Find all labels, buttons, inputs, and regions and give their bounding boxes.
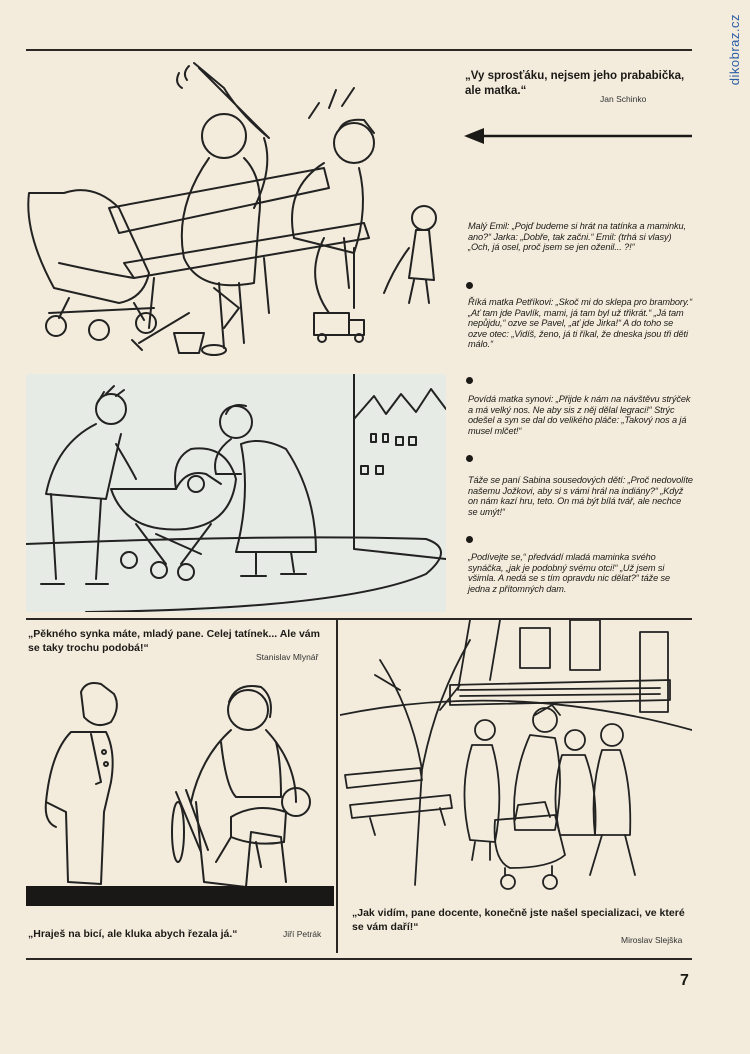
joke-separator <box>466 282 473 289</box>
joke-1: Malý Emil: „Pojď budeme si hrát na tatínka a maminku, ano?“ Jarka: „Dobře, tak začni.“ Emil: (trhá si vlasy) „Och, já osel, proč jsem se jen oženil... ?!“ <box>468 221 686 252</box>
joke-4: Táže se paní Sabina sousedových dětí: „Proč nedovolíte našemu Jožkovi, aby si s vámi hrál na indiány?“ „Když on nám kazí hru, teto. On má být bílá tvář, ale nechce se umýt!“ <box>468 475 693 517</box>
bottom-right-cartoon-caption: „Jak vidím, pane docente, konečně jste našel specializaci, ve které se vám daří!“ <box>352 907 685 933</box>
bottom-left-cartoon-caption: „Hraješ na bicí, ale kluka abych řezala já.“ <box>28 928 238 940</box>
joke-3: Povídá matka synovi: „Přijde k nám na návštěvu strýček a má velký nos. Ne aby sis z něj dělal legraci!“ Strýc odešel a syn se dal do velikého pláče: „Takový nos a já musel mlčet!“ <box>468 394 691 436</box>
joke-5: „Podívejte se,“ předvádí mladá maminka svého synáčka, „jak je podobný svému otci!“ „Už jsem si všimla. A nedá se s tím opravdu nic dělat?“ táže se jedna z přítomných dam. <box>468 552 671 594</box>
top-cartoon-drawing <box>24 58 454 363</box>
bottom-rule <box>26 958 692 960</box>
site-watermark: dikobraz.cz <box>727 14 742 86</box>
middle-cartoon-drawing <box>26 374 446 612</box>
bottom-right-cartoon-author: Miroslav Slejška <box>621 935 683 945</box>
bottom-left-cartoon-author: Jiří Petrák <box>283 929 322 939</box>
middle-cartoon-caption: „Pěkného synka máte, mladý pane. Celej tatínek... Ale vám se taky trochu podobá!“ <box>28 628 320 654</box>
joke-separator <box>466 377 473 384</box>
top-cartoon-author: Jan Schinko <box>600 94 647 104</box>
page-number: 7 <box>680 972 689 989</box>
left-arrow-graphic <box>462 126 694 146</box>
joke-separator <box>466 455 473 462</box>
middle-cartoon-author: Stanislav Mlynář <box>256 652 319 662</box>
top-rule <box>26 49 692 51</box>
bottom-left-cartoon-drawing <box>26 672 334 912</box>
top-cartoon-caption: „Vy sprosťáku, nejsem jeho prababička, ale matka.“ <box>465 70 685 97</box>
joke-separator <box>466 536 473 543</box>
joke-2: Říká matka Petříkovi: „Skoč mi do sklepa pro brambory.“ „Ať tam jde Pavlík, mami, já tam byl už třikrát.“ „Já tam nepůjdu,“ ozve se Pavel, „ať jde Jirka!“ A do toho se ozve otec: „Vidíš, ženo, já ti říkal, že dneska jsou tři děti málo.“ <box>468 297 693 349</box>
column-divider <box>336 618 338 953</box>
bottom-right-cartoon-drawing <box>340 620 692 902</box>
